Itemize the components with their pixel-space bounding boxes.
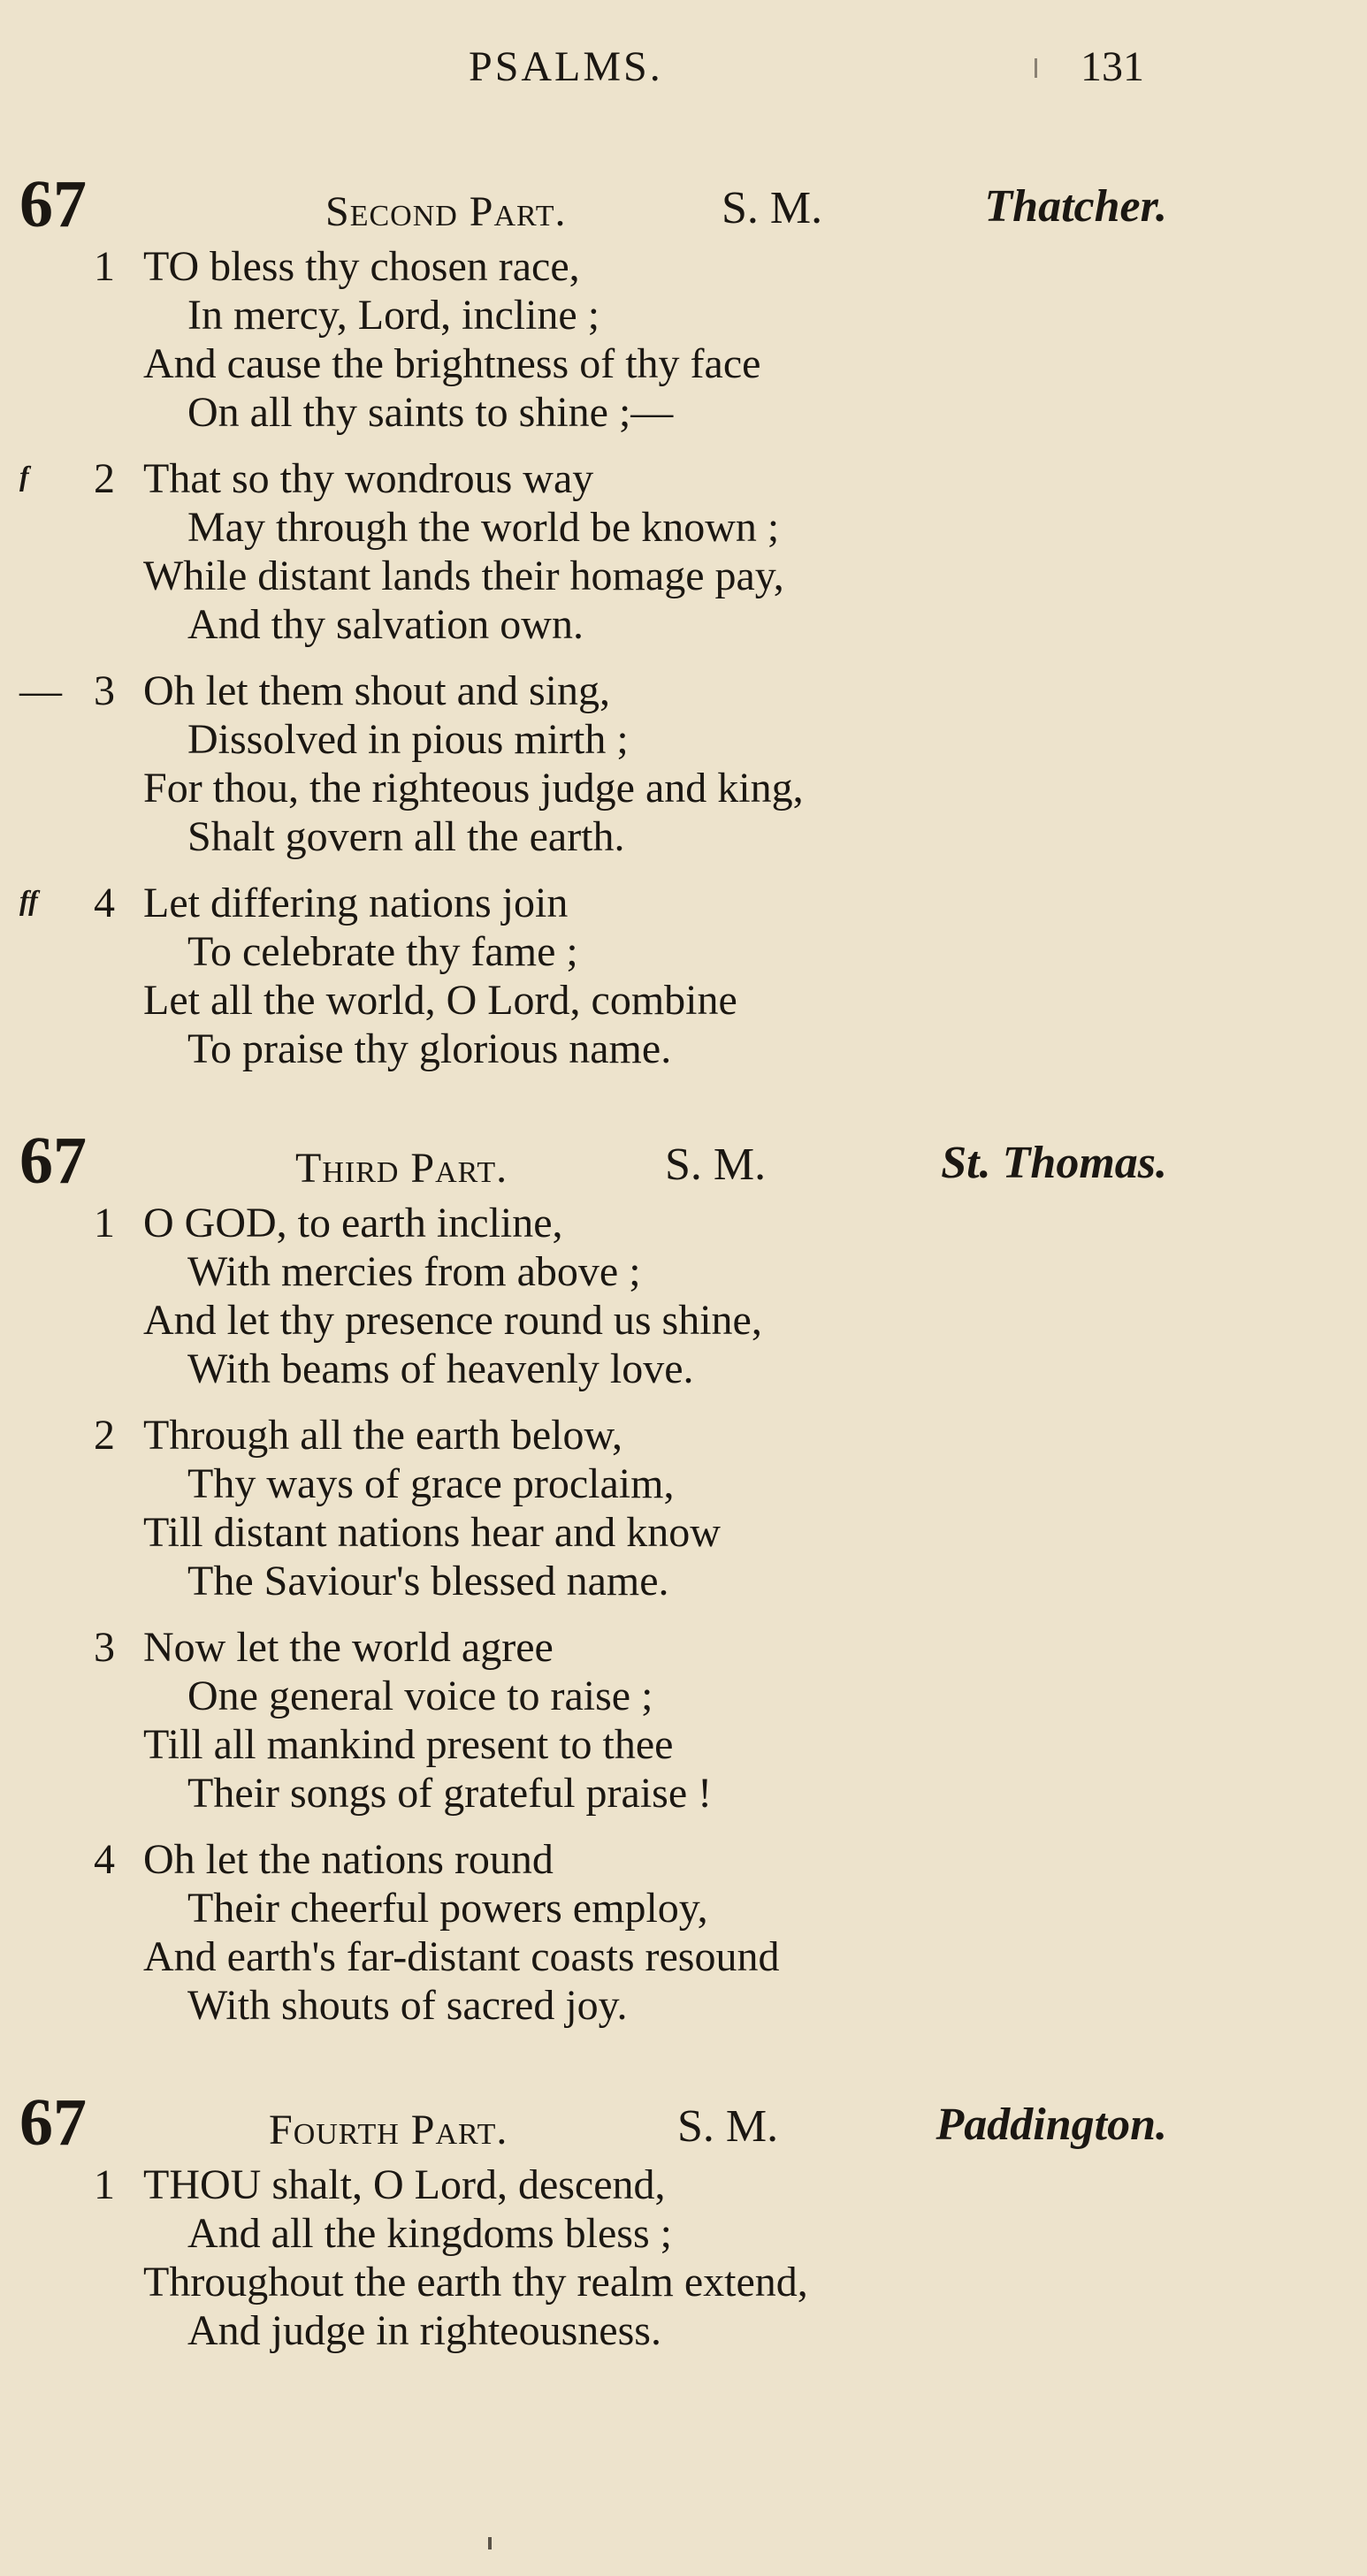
page-tick-mark (1035, 58, 1037, 78)
verse-line: And all the kingdoms bless ; (187, 2210, 672, 2257)
verse-line: Let differing nations join (143, 880, 569, 926)
verse-number: 4 (94, 880, 115, 926)
psalm-number: 67 (19, 167, 87, 241)
verse-number: 1 (94, 243, 115, 290)
verse-line: In mercy, Lord, incline ; (187, 292, 600, 339)
stanza (0, 1411, 1367, 1605)
stanza (0, 1623, 1367, 1818)
verse-line: For thou, the righteous judge and king, (143, 765, 804, 812)
dynamic-marking: f (19, 460, 29, 492)
verse-line: Shalt govern all the earth. (187, 813, 625, 860)
running-head (0, 34, 1367, 95)
psalm-section-third-part (0, 1123, 1367, 2030)
verse-line: Till all mankind present to thee (143, 1721, 674, 1768)
verse-number: 1 (94, 2161, 115, 2208)
verse-number: 3 (94, 1624, 115, 1671)
verse-line: The Saviour's blessed name. (187, 1558, 669, 1604)
page-number: 131 (1081, 43, 1144, 90)
stanza (0, 879, 1367, 1073)
verse-line: To celebrate thy fame ; (187, 928, 578, 975)
section-heading (0, 1123, 1367, 1198)
verse-line: Till distant nations hear and know (143, 1509, 721, 1556)
verse-line: While distant lands their homage pay, (143, 553, 784, 599)
verse-line: On all thy saints to shine ;— (187, 389, 674, 436)
tune-name: Thatcher. (984, 181, 1167, 232)
verse-line: Their songs of grateful praise ! (187, 1770, 713, 1817)
tune-name: Paddington. (936, 2100, 1167, 2150)
part-title: Fourth Part. (269, 2107, 508, 2153)
verse-number: 2 (94, 455, 115, 502)
section-heading (0, 166, 1367, 241)
verse-line: Thy ways of grace proclaim, (187, 1460, 675, 1507)
verse-line: And cause the brightness of thy face (143, 340, 761, 387)
verse-line: Throughout the earth thy realm extend, (143, 2259, 808, 2305)
verse-line: With beams of heavenly love. (187, 1345, 694, 1392)
verse-line: Through all the earth below, (143, 1412, 623, 1459)
stanza (0, 1835, 1367, 2030)
stanza (0, 2161, 1367, 2355)
psalm-number: 67 (19, 2085, 87, 2160)
verse-line: Their cheerful powers employ, (187, 1885, 708, 1932)
metre-label: S. M. (665, 1139, 767, 1190)
verse-line: And earth's far-distant coasts resound (143, 1933, 780, 1980)
psalm-section-second-part (0, 166, 1367, 1073)
verse-line: To praise thy glorious name. (187, 1025, 672, 1072)
verse-line: Let all the world, O Lord, combine (143, 977, 737, 1024)
verse-line: TO bless thy chosen race, (143, 243, 580, 290)
stanza (0, 1199, 1367, 1393)
part-title: Third Part. (295, 1145, 508, 1192)
running-title: PSALMS. (469, 43, 663, 90)
printer-mark (488, 2537, 492, 2549)
verse-line: One general voice to raise ; (187, 1673, 653, 1719)
verse-line: And let thy presence round us shine, (143, 1297, 762, 1344)
verse-line: Oh let them shout and sing, (143, 667, 610, 714)
psalm-section-fourth-part (0, 2084, 1367, 2355)
verse-number: 2 (94, 1412, 115, 1459)
tune-name: St. Thomas. (941, 1138, 1167, 1188)
verse-number: 3 (94, 667, 115, 714)
verse-line: Oh let the nations round (143, 1836, 554, 1883)
stanza (0, 667, 1367, 861)
verse-line: Now let the world agree (143, 1624, 554, 1671)
verse-line: May through the world be known ; (187, 504, 780, 551)
verse-number: 1 (94, 1200, 115, 1246)
stanza (0, 242, 1367, 437)
verse-line: With mercies from above ; (187, 1248, 641, 1295)
stanza (0, 454, 1367, 649)
metre-label: S. M. (722, 183, 823, 233)
verse-line: THOU shalt, O Lord, descend, (143, 2161, 666, 2208)
psalm-number: 67 (19, 1124, 87, 1198)
verse-line: O GOD, to earth incline, (143, 1200, 563, 1246)
verse-number: 4 (94, 1836, 115, 1883)
verse-line: And thy salvation own. (187, 601, 584, 648)
part-title: Second Part. (325, 188, 567, 235)
metre-label: S. M. (677, 2101, 779, 2152)
dynamic-marking: ff (19, 884, 38, 916)
section-heading (0, 2084, 1367, 2160)
verse-line: With shouts of sacred joy. (187, 1982, 628, 2029)
verse-line: Dissolved in pious mirth ; (187, 716, 629, 763)
verse-line: And judge in righteousness. (187, 2307, 661, 2354)
verse-line: That so thy wondrous way (143, 455, 594, 502)
dynamic-marking: — (19, 667, 62, 714)
